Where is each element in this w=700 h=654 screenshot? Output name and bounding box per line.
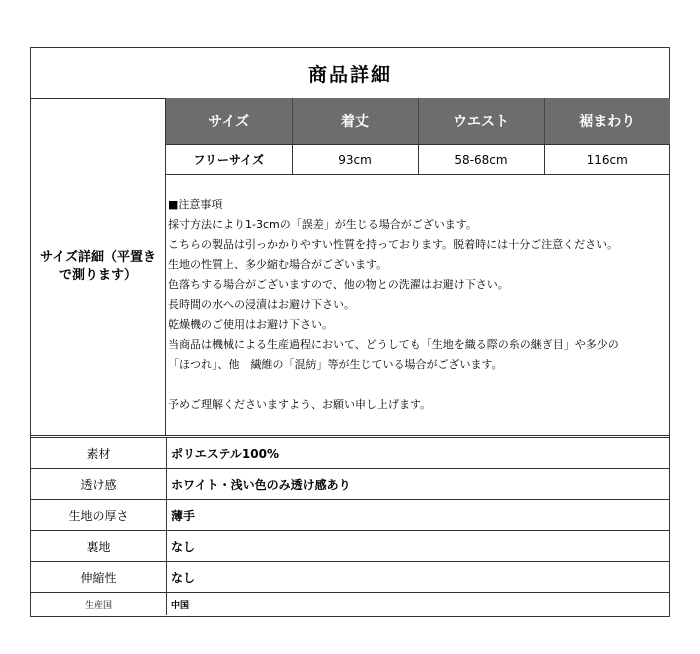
thickness-row xyxy=(31,500,669,531)
header-size: サイズ xyxy=(166,98,292,145)
size-header-row xyxy=(166,98,670,145)
material-table xyxy=(31,435,669,615)
page-title: 商品詳細 xyxy=(31,48,669,99)
length-value: 93cm xyxy=(292,145,418,175)
hem-value: 116cm xyxy=(544,145,670,175)
size-row xyxy=(166,145,670,175)
note-line: 採寸方法により1-3cmの「誤差」が生じる場合がございます。 xyxy=(168,218,477,231)
stretch-row xyxy=(31,562,669,593)
stretch-value: なし xyxy=(167,562,670,593)
material-value: ポリエステル100% xyxy=(167,437,670,469)
origin-key: 生産国 xyxy=(31,593,167,616)
note-line: こちらの製品は引っかかりやすい性質を持っております。脱着時には十分ご注意ください。 xyxy=(168,238,619,251)
note-line: 当商品は機械による生産過程において、どうしても「生地を織る際の糸の継ぎ目」や多少の xyxy=(168,338,619,351)
transparency-key: 透け感 xyxy=(31,469,167,500)
stretch-key: 伸縮性 xyxy=(31,562,167,593)
header-hem: 裾まわり xyxy=(544,98,670,145)
header-waist: ウエスト xyxy=(418,98,544,145)
notes-heading: ■注意事項 xyxy=(168,198,223,211)
size-table xyxy=(166,98,670,175)
lining-value: なし xyxy=(167,531,670,562)
material-row xyxy=(31,437,669,469)
transparency-row xyxy=(31,469,669,500)
thickness-key: 生地の厚さ xyxy=(31,500,167,531)
note-closing: 予めご理解くださいますよう、お願い申し上げます。 xyxy=(168,398,432,411)
thickness-value: 薄手 xyxy=(167,500,670,531)
notes-block xyxy=(168,195,668,415)
material-key: 素材 xyxy=(31,437,167,469)
note-spacer xyxy=(168,375,668,395)
origin-value: 中国 xyxy=(171,600,190,611)
note-line: 乾燥機のご使用はお避け下さい。 xyxy=(168,318,333,331)
origin-row xyxy=(31,593,669,616)
lining-row xyxy=(31,531,669,562)
size-value: フリーサイズ xyxy=(166,145,292,175)
header-length: 着丈 xyxy=(292,98,418,145)
lining-key: 裏地 xyxy=(31,531,167,562)
transparency-value: ホワイト・浅い色のみ透け感あり xyxy=(167,469,670,500)
product-details-table xyxy=(30,47,670,617)
waist-value: 58-68cm xyxy=(418,145,544,175)
size-details-label: サイズ詳細（平置きで測ります） xyxy=(31,98,166,435)
note-line: 色落ちする場合がございますので、他の物との洗濯はお避け下さい。 xyxy=(168,278,509,291)
note-line: 長時間の水への浸漬はお避け下さい。 xyxy=(168,298,355,311)
note-line: 生地の性質上、多少縮む場合がございます。 xyxy=(168,258,388,271)
note-line: 「ほつれ」、他 繊維の「混紡」等が生じている場合がございます。 xyxy=(168,358,503,371)
